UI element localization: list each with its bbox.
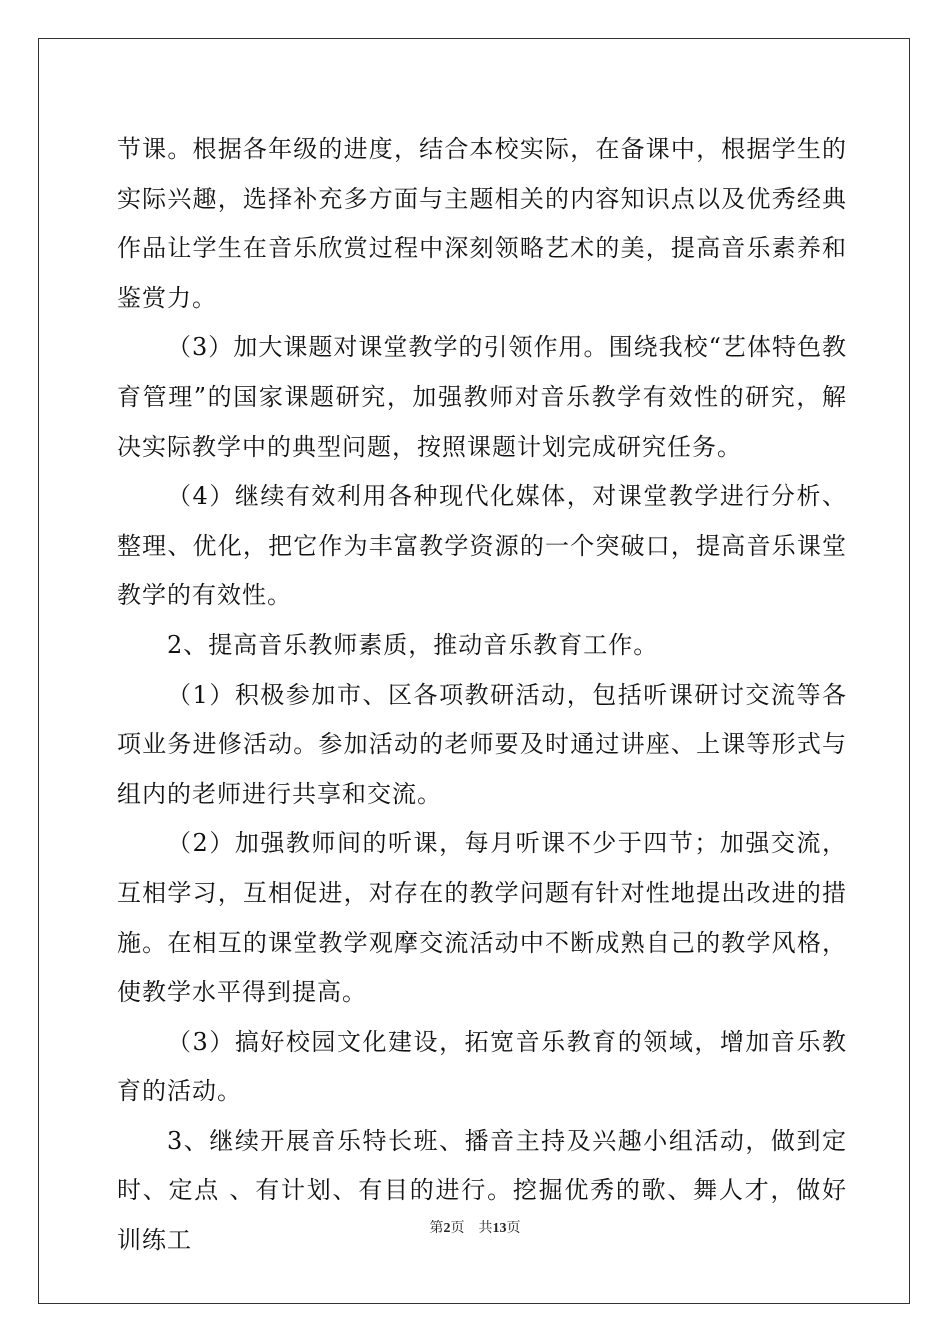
paragraph-5: （1）积极参加市、区各项教研活动，包括听课研讨交流等各项业务进修活动。参加活动的老师要及时通过讲座、上课等形式与组内的老师进行共享和交流。 <box>117 680 847 808</box>
paragraph-8: 3、继续开展音乐特长班、播音主持及兴趣小组活动，做到定时、定点 、有计划、有目的进行。挖掘优秀的歌、舞人才，做好训练工 <box>117 1126 847 1255</box>
paragraph-1: 节课。根据各年级的进度，结合本校实际，在备课中，根据学生的实际兴趣，选择补充多方面与主题相关的内容知识点以及优秀经典作品让学生在音乐欣赏过程中深刻领略艺术的美，提高音乐素养和鉴赏力。 <box>117 135 847 312</box>
page-number: 2 <box>443 1221 451 1236</box>
total-prefix: 共 <box>478 1221 493 1236</box>
paragraph-6: （2）加强教师间的听课，每月听课不少于四节；加强交流，互相学习，互相促进，对存在的教学问题有针对性地提出改进的措施。在相互的课堂教学观摩交流活动中不断成熟自己的教学风格，使教学水平得到提高。 <box>117 829 847 1007</box>
document-body <box>117 125 847 1266</box>
total-pages: 13 <box>492 1221 507 1236</box>
page-suffix: 页 <box>450 1221 465 1236</box>
paragraph-7: （3）搞好校园文化建设，拓宽音乐教育的领域，增加音乐教育的活动。 <box>117 1027 847 1106</box>
paragraph-4: 2、提高音乐教师素质，推动音乐教育工作。 <box>167 630 659 659</box>
paragraph-2: （3）加大课题对课堂教学的引领作用。围绕我校“艺体特色教育管理”的国家课题研究，加强教师对音乐教学有效性的研究，解决实际教学中的典型问题，按照课题计划完成研究任务。 <box>117 333 847 461</box>
paragraph-3: （4）继续有效利用各种现代化媒体，对课堂教学进行分析、整理、优化，把它作为丰富教学资源的一个突破口，提高音乐课堂教学的有效性。 <box>117 482 847 610</box>
total-suffix: 页 <box>506 1221 521 1236</box>
page-footer <box>0 1219 950 1239</box>
page-prefix: 第 <box>429 1221 444 1236</box>
